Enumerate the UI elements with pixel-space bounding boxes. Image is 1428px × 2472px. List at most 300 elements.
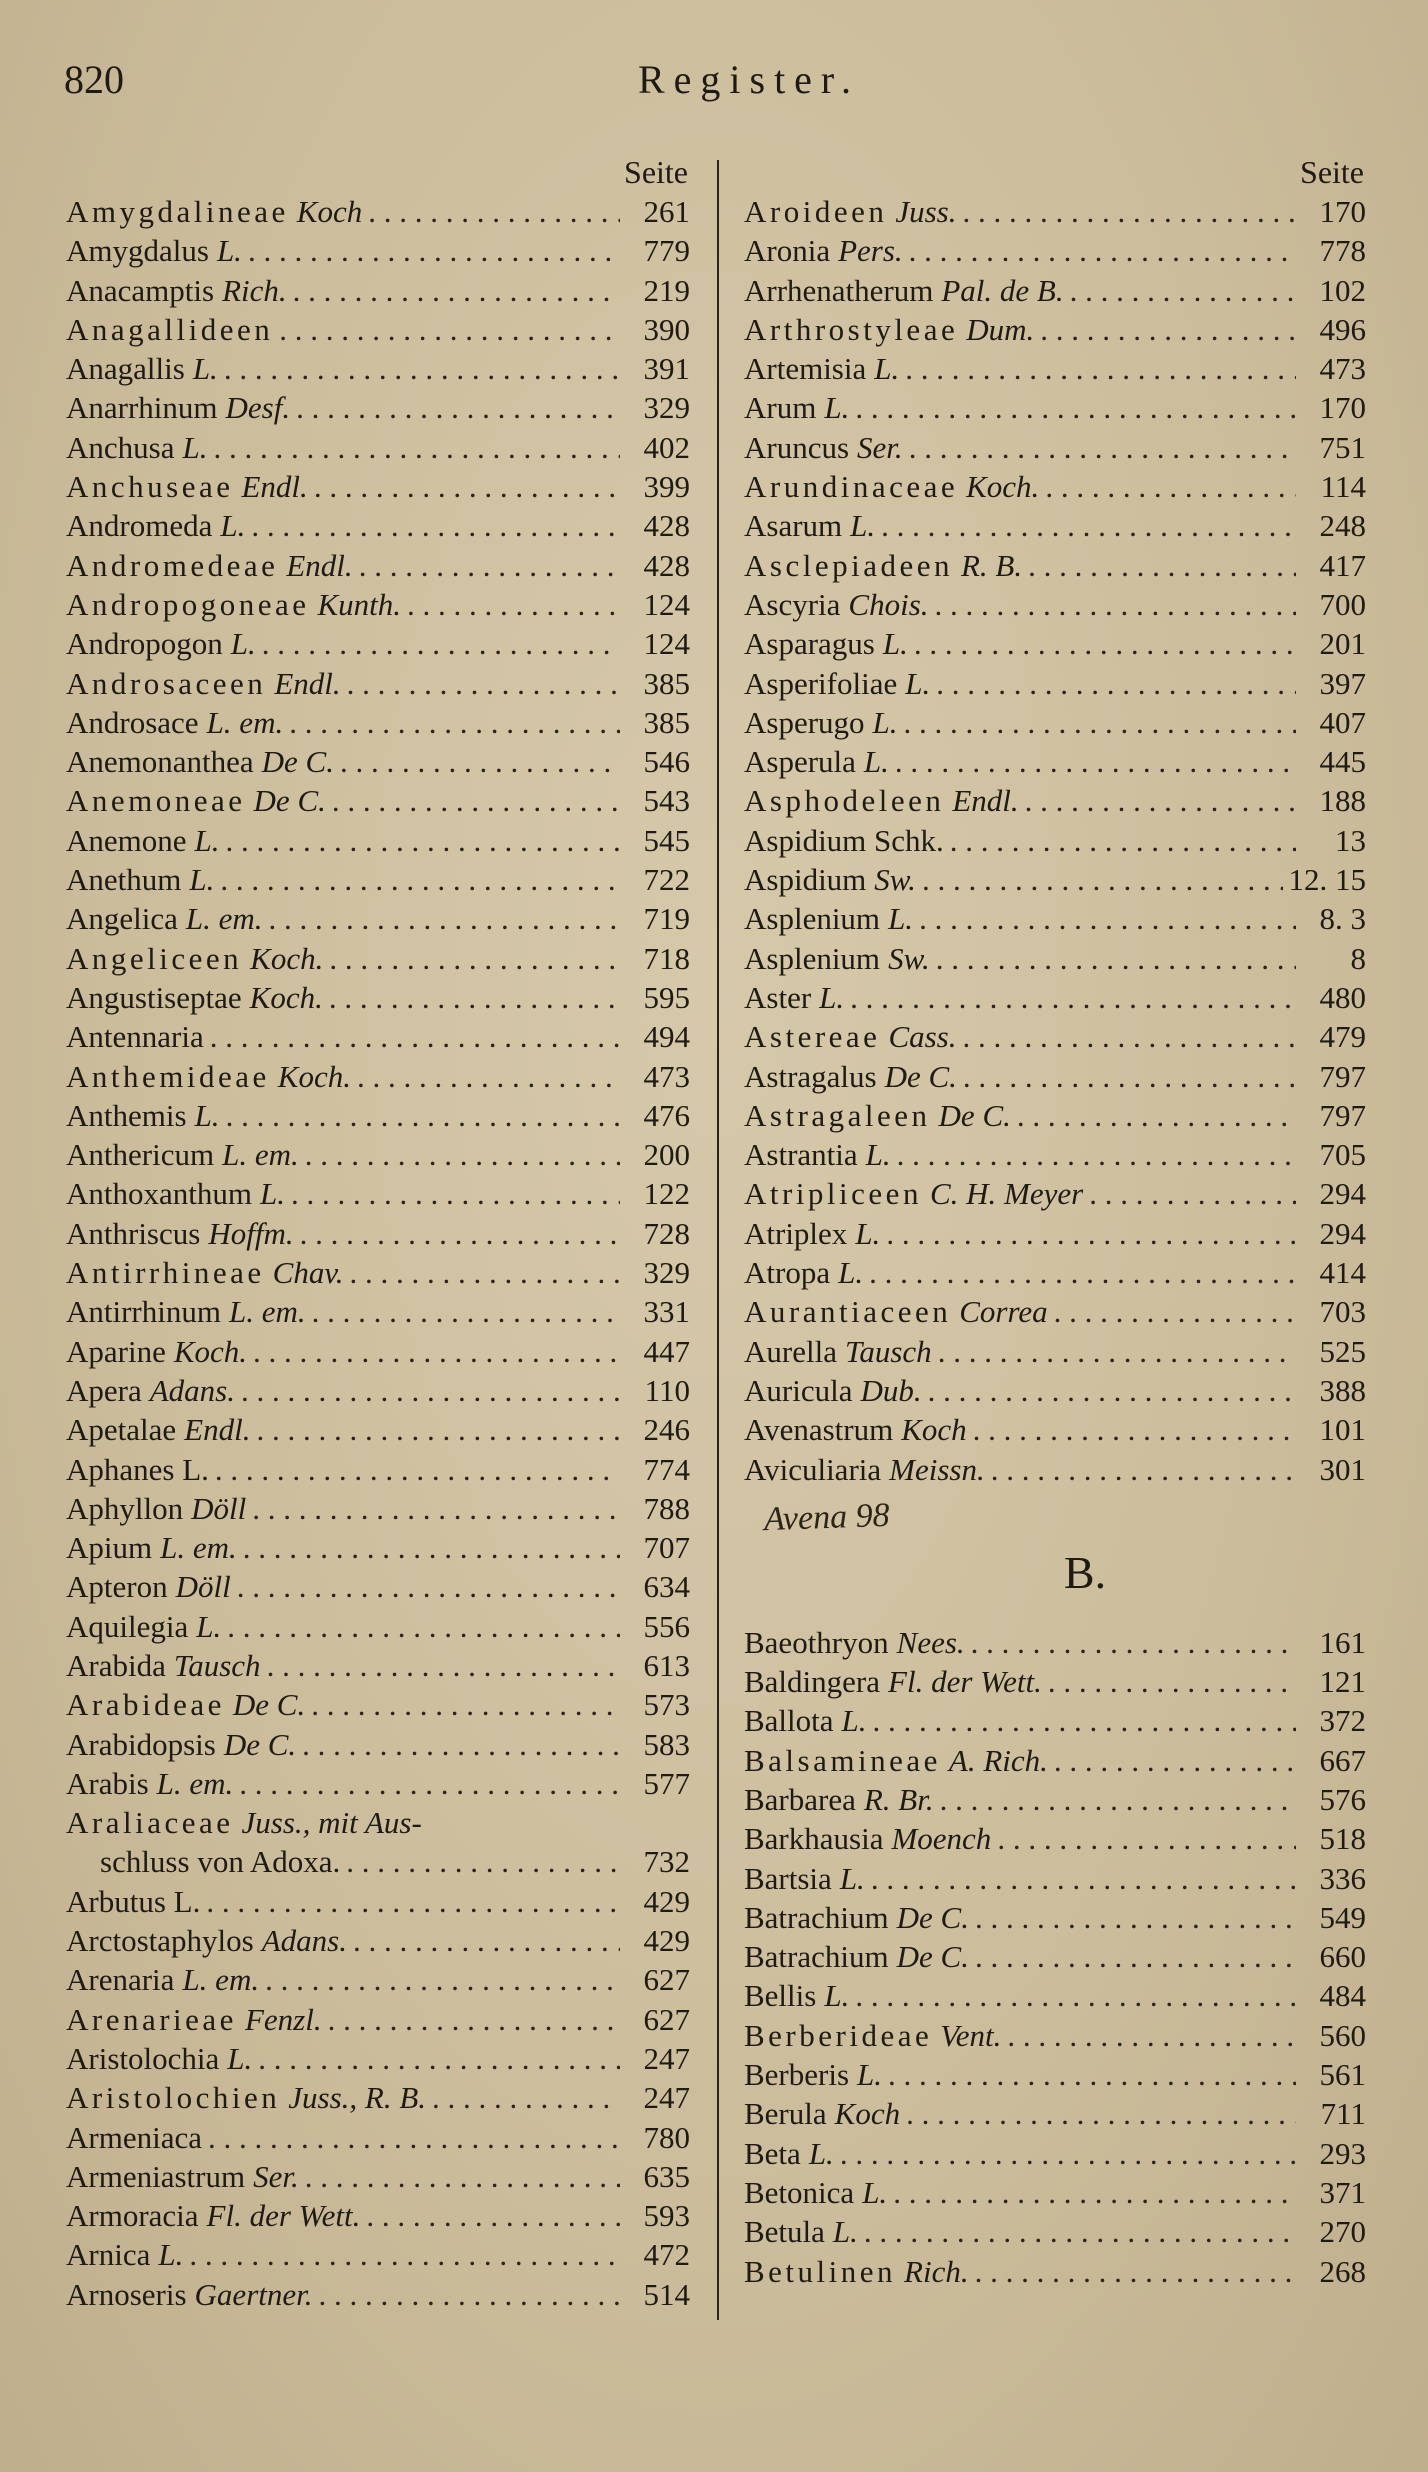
entry-name: Aronia [744, 233, 831, 269]
entry-page: 705 [1319, 1137, 1366, 1173]
entry-author: Koch [296, 194, 363, 229]
leader-dots [957, 1019, 1297, 1055]
leader-dots [220, 1098, 620, 1134]
entry-name: Aspidium [744, 862, 867, 898]
index-entry [744, 2254, 1366, 2293]
index-entry [66, 941, 690, 980]
entry-author: Meissn. [889, 1451, 985, 1487]
entry-page: 719 [643, 901, 690, 937]
entry-name: Arthrostyleae [744, 311, 959, 347]
right-entries-b [744, 1625, 1366, 2293]
entry-name: Aster [744, 979, 812, 1015]
index-entry [744, 666, 1366, 705]
entry-name: Androsaceen [66, 665, 267, 701]
entry-author: L. em. [156, 1765, 234, 1801]
leader-dots [246, 1491, 620, 1527]
index-entry [744, 1939, 1366, 1978]
entry-page: 402 [643, 429, 690, 465]
entry-page: 247 [643, 2080, 690, 2116]
entry-author: Nees. [896, 1624, 965, 1660]
index-entry [744, 1098, 1366, 1137]
index-entry [66, 1727, 690, 1766]
entry-name: Aristolochien [66, 2080, 281, 2116]
index-entry [744, 351, 1366, 390]
leader-dots [875, 508, 1296, 544]
leader-dots [899, 351, 1296, 387]
leader-dots [426, 2080, 620, 2116]
entry-author: Chois. [848, 586, 929, 622]
entry-author: R. Br. [863, 1781, 934, 1817]
entry-author: Koch [834, 2096, 901, 2132]
entry-author: L. [230, 626, 256, 662]
index-entry [66, 1255, 690, 1294]
entry-page: 613 [643, 1647, 690, 1683]
leader-dots [351, 1059, 620, 1095]
leader-dots [326, 783, 620, 819]
entry-name: Amygdalus [66, 233, 209, 269]
entry-page: 576 [1319, 1781, 1366, 1817]
leader-dots [209, 1452, 620, 1488]
leader-dots [903, 430, 1296, 466]
entry-page: 329 [643, 390, 690, 426]
leader-dots [344, 1255, 620, 1291]
entry-author: Dum. [966, 311, 1035, 347]
entry-author: De C. [884, 1058, 957, 1094]
entry-name: Arum [744, 390, 817, 426]
leader-dots [290, 390, 620, 426]
entry-page: 122 [643, 1176, 690, 1212]
entry-name: Antirrhinum [66, 1294, 221, 1330]
index-entry [66, 1452, 690, 1491]
index-entry [744, 548, 1366, 587]
leader-dots [183, 2237, 620, 2273]
index-entry [744, 2018, 1366, 2057]
index-entry [66, 1648, 690, 1687]
leader-dots [220, 823, 620, 859]
entry-author: L. [158, 2237, 184, 2273]
entry-name: Angustiseptae [66, 979, 242, 1015]
entry-author: C. H. Meyer [929, 1176, 1084, 1212]
leader-dots [362, 194, 620, 230]
entry-page: 711 [1320, 2096, 1366, 2132]
entry-page: 200 [643, 1137, 690, 1173]
entry-page: 718 [643, 940, 690, 976]
entry-page: 331 [643, 1294, 690, 1330]
index-entry [744, 1255, 1366, 1294]
entry-author: Fl. der Wett. [206, 2198, 361, 2234]
entry-name: Artemisia [744, 351, 867, 387]
entry-author: Pal. de B. [941, 272, 1064, 308]
entry-author: Sw. [874, 862, 916, 898]
entry-name: Angeliceen [66, 940, 243, 976]
entry-name: Beta [744, 2135, 801, 2171]
leader-dots [1019, 783, 1296, 819]
entry-author: Correa [959, 1294, 1048, 1330]
index-entry [744, 1412, 1366, 1451]
entry-name: Arenarieae [66, 2001, 237, 2037]
leader-dots [401, 587, 620, 623]
entry-name: Amygdalineae [66, 194, 289, 229]
entry-name: Apteron [66, 1569, 168, 1605]
entry-page: 201 [1319, 626, 1366, 662]
entry-name: Araliaceae [66, 1805, 234, 1841]
entry-author: L. [824, 390, 850, 426]
entry-page: 294 [1319, 1215, 1366, 1251]
entry-page: 371 [1319, 2174, 1366, 2210]
entry-name: Ballota [744, 1703, 834, 1739]
leader-dots [218, 351, 620, 387]
left-entries [66, 194, 690, 2316]
index-entry [66, 1059, 690, 1098]
entry-author: Dub. [860, 1372, 922, 1408]
leader-dots [340, 1844, 620, 1880]
leader-dots [1048, 1294, 1296, 1330]
index-entry [66, 1766, 690, 1805]
index-entry [66, 1923, 690, 1962]
entry-name: Aspidium Schk. [744, 822, 944, 858]
leader-dots [323, 980, 620, 1016]
entry-author: L. [905, 665, 931, 701]
entry-page: 473 [1319, 351, 1366, 387]
entry-page: 660 [1319, 1939, 1366, 1975]
entry-author: Koch. [173, 1333, 248, 1369]
entry-page: 797 [1319, 1097, 1366, 1133]
section-letter-b: B. [1063, 1546, 1107, 1598]
leader-dots [967, 1412, 1296, 1448]
entry-author: L. em. [222, 1137, 299, 1173]
entry-page: 545 [643, 822, 690, 858]
index-entry [66, 980, 690, 1019]
entry-author: Gaertner. [194, 2276, 313, 2312]
entry-author: L. [839, 1860, 865, 1896]
entry-author: L. [216, 233, 242, 269]
index-entry [66, 1844, 690, 1883]
entry-author: Vent. [940, 2017, 1002, 2053]
entry-page: 390 [643, 311, 690, 347]
entry-page: 124 [643, 626, 690, 662]
entry-author: R. B. [960, 547, 1023, 583]
leader-dots [903, 233, 1296, 269]
index-entry [744, 901, 1366, 940]
entry-page: 247 [643, 2040, 690, 2076]
entry-page: 732 [643, 1844, 690, 1880]
entry-author: Koch. [250, 940, 324, 976]
leader-dots [922, 1373, 1296, 1409]
entry-author: L. [220, 508, 246, 544]
entry-name: Aviculiaria [744, 1451, 882, 1487]
entry-author: Ser. [857, 429, 903, 465]
leader-dots [299, 1137, 620, 1173]
entry-name: Berberis [744, 2057, 850, 2093]
entry-name: Batrachium [744, 1899, 889, 1935]
entry-author: L. em. [229, 1294, 306, 1330]
index-entry [66, 548, 690, 587]
entry-author: Adans. [261, 1923, 347, 1959]
index-entry [66, 2120, 690, 2159]
entry-name: Ascyria [744, 586, 841, 622]
entry-name: Arenaria [66, 1962, 175, 1998]
entry-page: 428 [643, 547, 690, 583]
entry-author: L. [863, 744, 889, 780]
entry-name: Anagallis [66, 351, 185, 387]
leader-dots [1064, 273, 1296, 309]
entry-name: Aphyllon [66, 1490, 184, 1526]
index-entry [66, 901, 690, 940]
leader-dots [231, 1569, 620, 1605]
entry-page: 188 [1319, 783, 1366, 819]
entry-page: 778 [1319, 233, 1366, 269]
entry-author: L. em. [160, 1530, 237, 1566]
entry-author: Koch. [249, 979, 323, 1015]
entry-page: 388 [1319, 1372, 1366, 1408]
entry-page: 170 [1319, 390, 1366, 426]
entry-author: L. [194, 1097, 220, 1133]
entry-name: Aurantiaceen [744, 1294, 952, 1330]
entry-author: L. [182, 429, 208, 465]
entry-name: Anthoxanthum [66, 1176, 252, 1212]
entry-author: Döll [175, 1569, 231, 1605]
leader-dots [887, 2175, 1296, 2211]
entry-name: Asperula [744, 744, 856, 780]
entry-name: Arabidopsis [66, 1726, 216, 1762]
index-entry [66, 1373, 690, 1412]
leader-dots [969, 2254, 1296, 2290]
entry-name: Astragaleen [744, 1097, 931, 1133]
entry-page: 248 [1319, 508, 1366, 544]
leader-dots [1034, 312, 1296, 348]
entry-name: Betonica [744, 2174, 855, 2210]
leader-dots [1022, 548, 1296, 584]
entry-name: Arundinaceae [744, 469, 959, 505]
entry-name: Asperugo [744, 704, 865, 740]
entry-page: 518 [1319, 1821, 1366, 1857]
index-entry [744, 1059, 1366, 1098]
entry-page: 703 [1319, 1294, 1366, 1330]
entry-name: Asparagus [744, 626, 875, 662]
entry-page: 788 [643, 1490, 690, 1526]
seite-label: Seite [624, 154, 688, 190]
entry-page: 102 [1319, 272, 1366, 308]
leader-dots [844, 980, 1296, 1016]
entry-page: 110 [644, 1372, 690, 1408]
entry-name: Berberideae [744, 2017, 933, 2053]
index-entry [66, 1884, 690, 1923]
index-entry [66, 1962, 690, 2001]
entry-name: Anthericum [66, 1137, 215, 1173]
entry-name: Anemonanthea [66, 744, 254, 780]
entry-name: Astragalus [744, 1058, 877, 1094]
entry-name: Auricula [744, 1372, 853, 1408]
entry-name: Avenastrum [744, 1412, 894, 1448]
index-entry [66, 587, 690, 626]
leader-dots [834, 2136, 1296, 2172]
entry-page: 385 [643, 704, 690, 740]
entry-author: Sw. [888, 940, 930, 976]
entry-name: Anchusa [66, 429, 175, 465]
leader-dots [252, 2041, 620, 2077]
entry-name: Andropogon [66, 626, 223, 662]
index-entry [744, 823, 1366, 862]
entry-page: 728 [643, 1215, 690, 1251]
entry-name: Anacamptis [66, 272, 215, 308]
entry-name: Armeniaca [66, 2119, 202, 2155]
index-entry [66, 1609, 690, 1648]
index-entry [744, 980, 1366, 1019]
entry-page: 627 [643, 2001, 690, 2037]
index-entry [744, 1334, 1366, 1373]
leader-dots [263, 901, 620, 937]
entry-page: 583 [643, 1726, 690, 1762]
entry-name: Astrantia [744, 1137, 858, 1173]
entry-name: Andropogoneae [66, 586, 310, 622]
entry-page: 8 [1350, 940, 1366, 976]
entry-page: 329 [643, 1255, 690, 1291]
index-entry [66, 823, 690, 862]
entry-name: Aparine [66, 1333, 166, 1369]
leader-dots [1039, 469, 1296, 505]
page-header [64, 56, 1364, 116]
entry-page: 496 [1319, 311, 1366, 347]
entry-page: 429 [643, 1883, 690, 1919]
index-entry [66, 1176, 690, 1215]
index-entry [744, 2214, 1366, 2253]
entry-author: Rich. [222, 272, 287, 308]
index-entry [66, 351, 690, 390]
entry-page: 779 [643, 233, 690, 269]
entry-page: 473 [643, 1058, 690, 1094]
leader-dots [323, 941, 620, 977]
leader-dots [889, 744, 1296, 780]
index-entry [66, 1569, 690, 1608]
entry-author: De C. [261, 744, 334, 780]
leader-dots [891, 1137, 1296, 1173]
index-entry [744, 1137, 1366, 1176]
index-entry [744, 1294, 1366, 1333]
entry-author: L. [838, 1255, 864, 1291]
index-entry [744, 2057, 1366, 2096]
index-entry [66, 1412, 690, 1451]
entry-name: Aphanes L. [66, 1451, 209, 1487]
entry-name: Andromeda [66, 508, 213, 544]
entry-author: L. [888, 901, 914, 937]
leader-dots [1048, 1743, 1296, 1779]
entry-page: 447 [643, 1333, 690, 1369]
entry-page: 270 [1319, 2214, 1366, 2250]
entry-page: 635 [643, 2158, 690, 2194]
index-entry [66, 2080, 690, 2119]
entry-name: Batrachium [744, 1939, 889, 1975]
index-entry [66, 1294, 690, 1333]
index-entry [66, 666, 690, 705]
entry-author: De C. [253, 783, 326, 819]
index-entry [744, 1216, 1366, 1255]
leader-dots [956, 194, 1296, 230]
index-entry [66, 469, 690, 508]
index-entry [744, 587, 1366, 626]
leader-dots [867, 1703, 1296, 1739]
index-entry [744, 1703, 1366, 1742]
index-entry [66, 2237, 690, 2276]
entry-page: 494 [643, 1019, 690, 1055]
index-entry [66, 626, 690, 665]
page-number: 820 [64, 57, 124, 102]
leader-dots [360, 2198, 620, 2234]
entry-name: Antirrhineae [66, 1255, 265, 1291]
entry-author: L. [872, 704, 898, 740]
leader-dots [1001, 2018, 1296, 2054]
entry-name: Balsamineae [744, 1742, 941, 1778]
entry-name: Arrhenatherum [744, 272, 934, 308]
entry-page: 8. 3 [1319, 901, 1366, 937]
entry-author: Endl. [184, 1412, 251, 1448]
index-entry [744, 1900, 1366, 1939]
entry-author: De C. [896, 1939, 969, 1975]
entry-name: Arnoseris [66, 2276, 187, 2312]
entry-author: L. [194, 822, 220, 858]
entry-name: Betulinen [744, 2253, 897, 2289]
index-entry [66, 2277, 690, 2316]
leader-dots [991, 1821, 1296, 1857]
entry-page: 514 [643, 2276, 690, 2312]
entry-page: 391 [643, 351, 690, 387]
entry-name: schluss von Adoxa. [100, 1844, 341, 1880]
entry-name: Arbutus L. [66, 1883, 201, 1919]
entry-name: Atropa [744, 1255, 831, 1291]
index-entry [744, 233, 1366, 272]
entry-author: Juss., R. B. [288, 2080, 427, 2116]
entry-page: 667 [1319, 1742, 1366, 1778]
leader-dots [865, 1861, 1296, 1897]
index-entry [66, 705, 690, 744]
index-entry [744, 862, 1366, 901]
entry-page: 372 [1319, 1703, 1366, 1739]
entry-name: Arctostaphylos [66, 1923, 254, 1959]
index-entry [66, 1687, 690, 1726]
leader-dots [898, 705, 1296, 741]
entry-author: L. [832, 2214, 858, 2250]
entry-name: Arnica [66, 2237, 151, 2273]
entry-name: Apium [66, 1530, 153, 1566]
leader-dots [882, 2057, 1296, 2093]
entry-name: Betula [744, 2214, 825, 2250]
index-entry [66, 2159, 690, 2198]
leader-dots [900, 2096, 1296, 2132]
entry-name: Asplenium [744, 901, 881, 937]
index-entry [66, 390, 690, 429]
entry-name: Armoracia [66, 2198, 199, 2234]
leader-dots [929, 587, 1296, 623]
entry-author: L. [260, 1176, 285, 1212]
leader-dots [296, 1727, 620, 1763]
leader-dots [245, 508, 620, 544]
entry-name: Apera [66, 1372, 142, 1408]
index-entry [66, 233, 690, 272]
index-entry [744, 312, 1366, 351]
entry-page: 484 [1319, 1978, 1366, 2014]
index-entry [744, 469, 1366, 508]
entry-name: Atripliceen [744, 1176, 922, 1212]
column-divider [717, 160, 719, 2320]
leader-dots [283, 705, 620, 741]
leader-dots [242, 233, 620, 269]
leader-dots [908, 626, 1296, 662]
entry-name: Baldingera [744, 1664, 881, 1700]
index-entry [744, 1978, 1366, 2017]
leader-dots [849, 390, 1296, 426]
entry-author: Tausch [844, 1333, 932, 1369]
index-entry [66, 1019, 690, 1058]
index-entry [744, 1664, 1366, 1703]
